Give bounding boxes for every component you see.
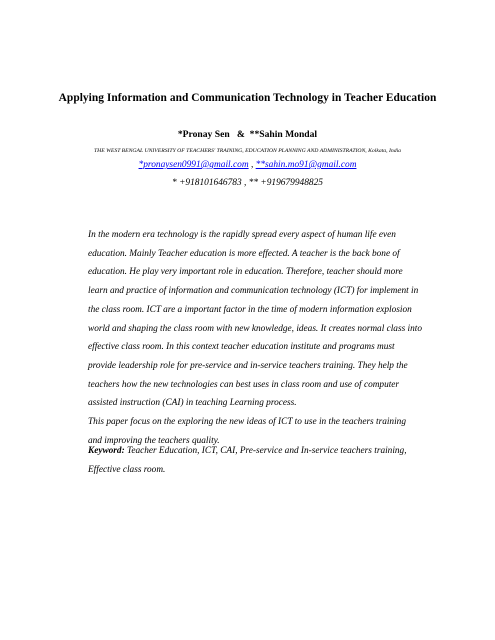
abstract-line: This paper focus on the exploring the new ideas of ICT to use in the teachers training xyxy=(88,417,406,428)
abstract-line: provide leadership role for pre-service and in-service teachers training. They help the xyxy=(88,360,408,371)
abstract xyxy=(88,226,433,450)
author-phones: * +918101646783 , ** +919679948825 xyxy=(172,178,323,188)
abstract-line: the class room. ICT are a important factor in the time of modern information explosion xyxy=(88,304,412,315)
email-link-1[interactable]: *pronaysen0991@gmail.com xyxy=(138,160,249,170)
abstract-line: education. He play very important role in education. Therefore, teacher should more xyxy=(88,267,403,278)
keywords-line-1 xyxy=(88,442,433,461)
abstract-line: In the modern era technology is the rapidly spread every aspect of human life even xyxy=(88,230,396,240)
abstract-line: and improving the teachers quality. xyxy=(88,435,220,446)
author-emails xyxy=(0,160,495,170)
paper-title: Applying Information and Communication Technology in Teacher Education xyxy=(58,92,437,104)
keywords-label: Keyword: xyxy=(88,446,125,456)
abstract-line: teachers how the new technologies can best uses in class room and use of computer xyxy=(88,379,400,390)
abstract-line: world and shaping the class room with new knowledge, ideas. It creates normal class into xyxy=(88,323,422,334)
keywords-line-2: Effective class room. xyxy=(88,464,166,475)
author-affiliation: THE WEST BENGAL UNIVERSITY OF TEACHERS' TRAINING, EDUCATION PLANNING AND ADMINISTRATION, Kolkata, India xyxy=(93,148,402,154)
author-names: *Pronay Sen & **Sahin Mondal xyxy=(177,129,318,140)
keywords-text: Teacher Education, ICT, CAI, Pre-service and In-service teachers training, xyxy=(124,446,407,456)
email-separator: , xyxy=(248,160,256,170)
keywords-section xyxy=(88,442,433,479)
abstract-line: assisted instruction (CAI) in teaching Learning process. xyxy=(88,398,297,409)
abstract-line: learn and practice of information and communication technology (ICT) for implement in xyxy=(88,286,419,297)
abstract-line: education. Mainly Teacher education is more effected. A teacher is the back bone of xyxy=(88,248,400,259)
abstract-line: effective class room. In this context teacher education institute and programs must xyxy=(88,342,395,353)
email-link-2[interactable]: **sahin.mo91@gmail.com xyxy=(255,160,357,170)
